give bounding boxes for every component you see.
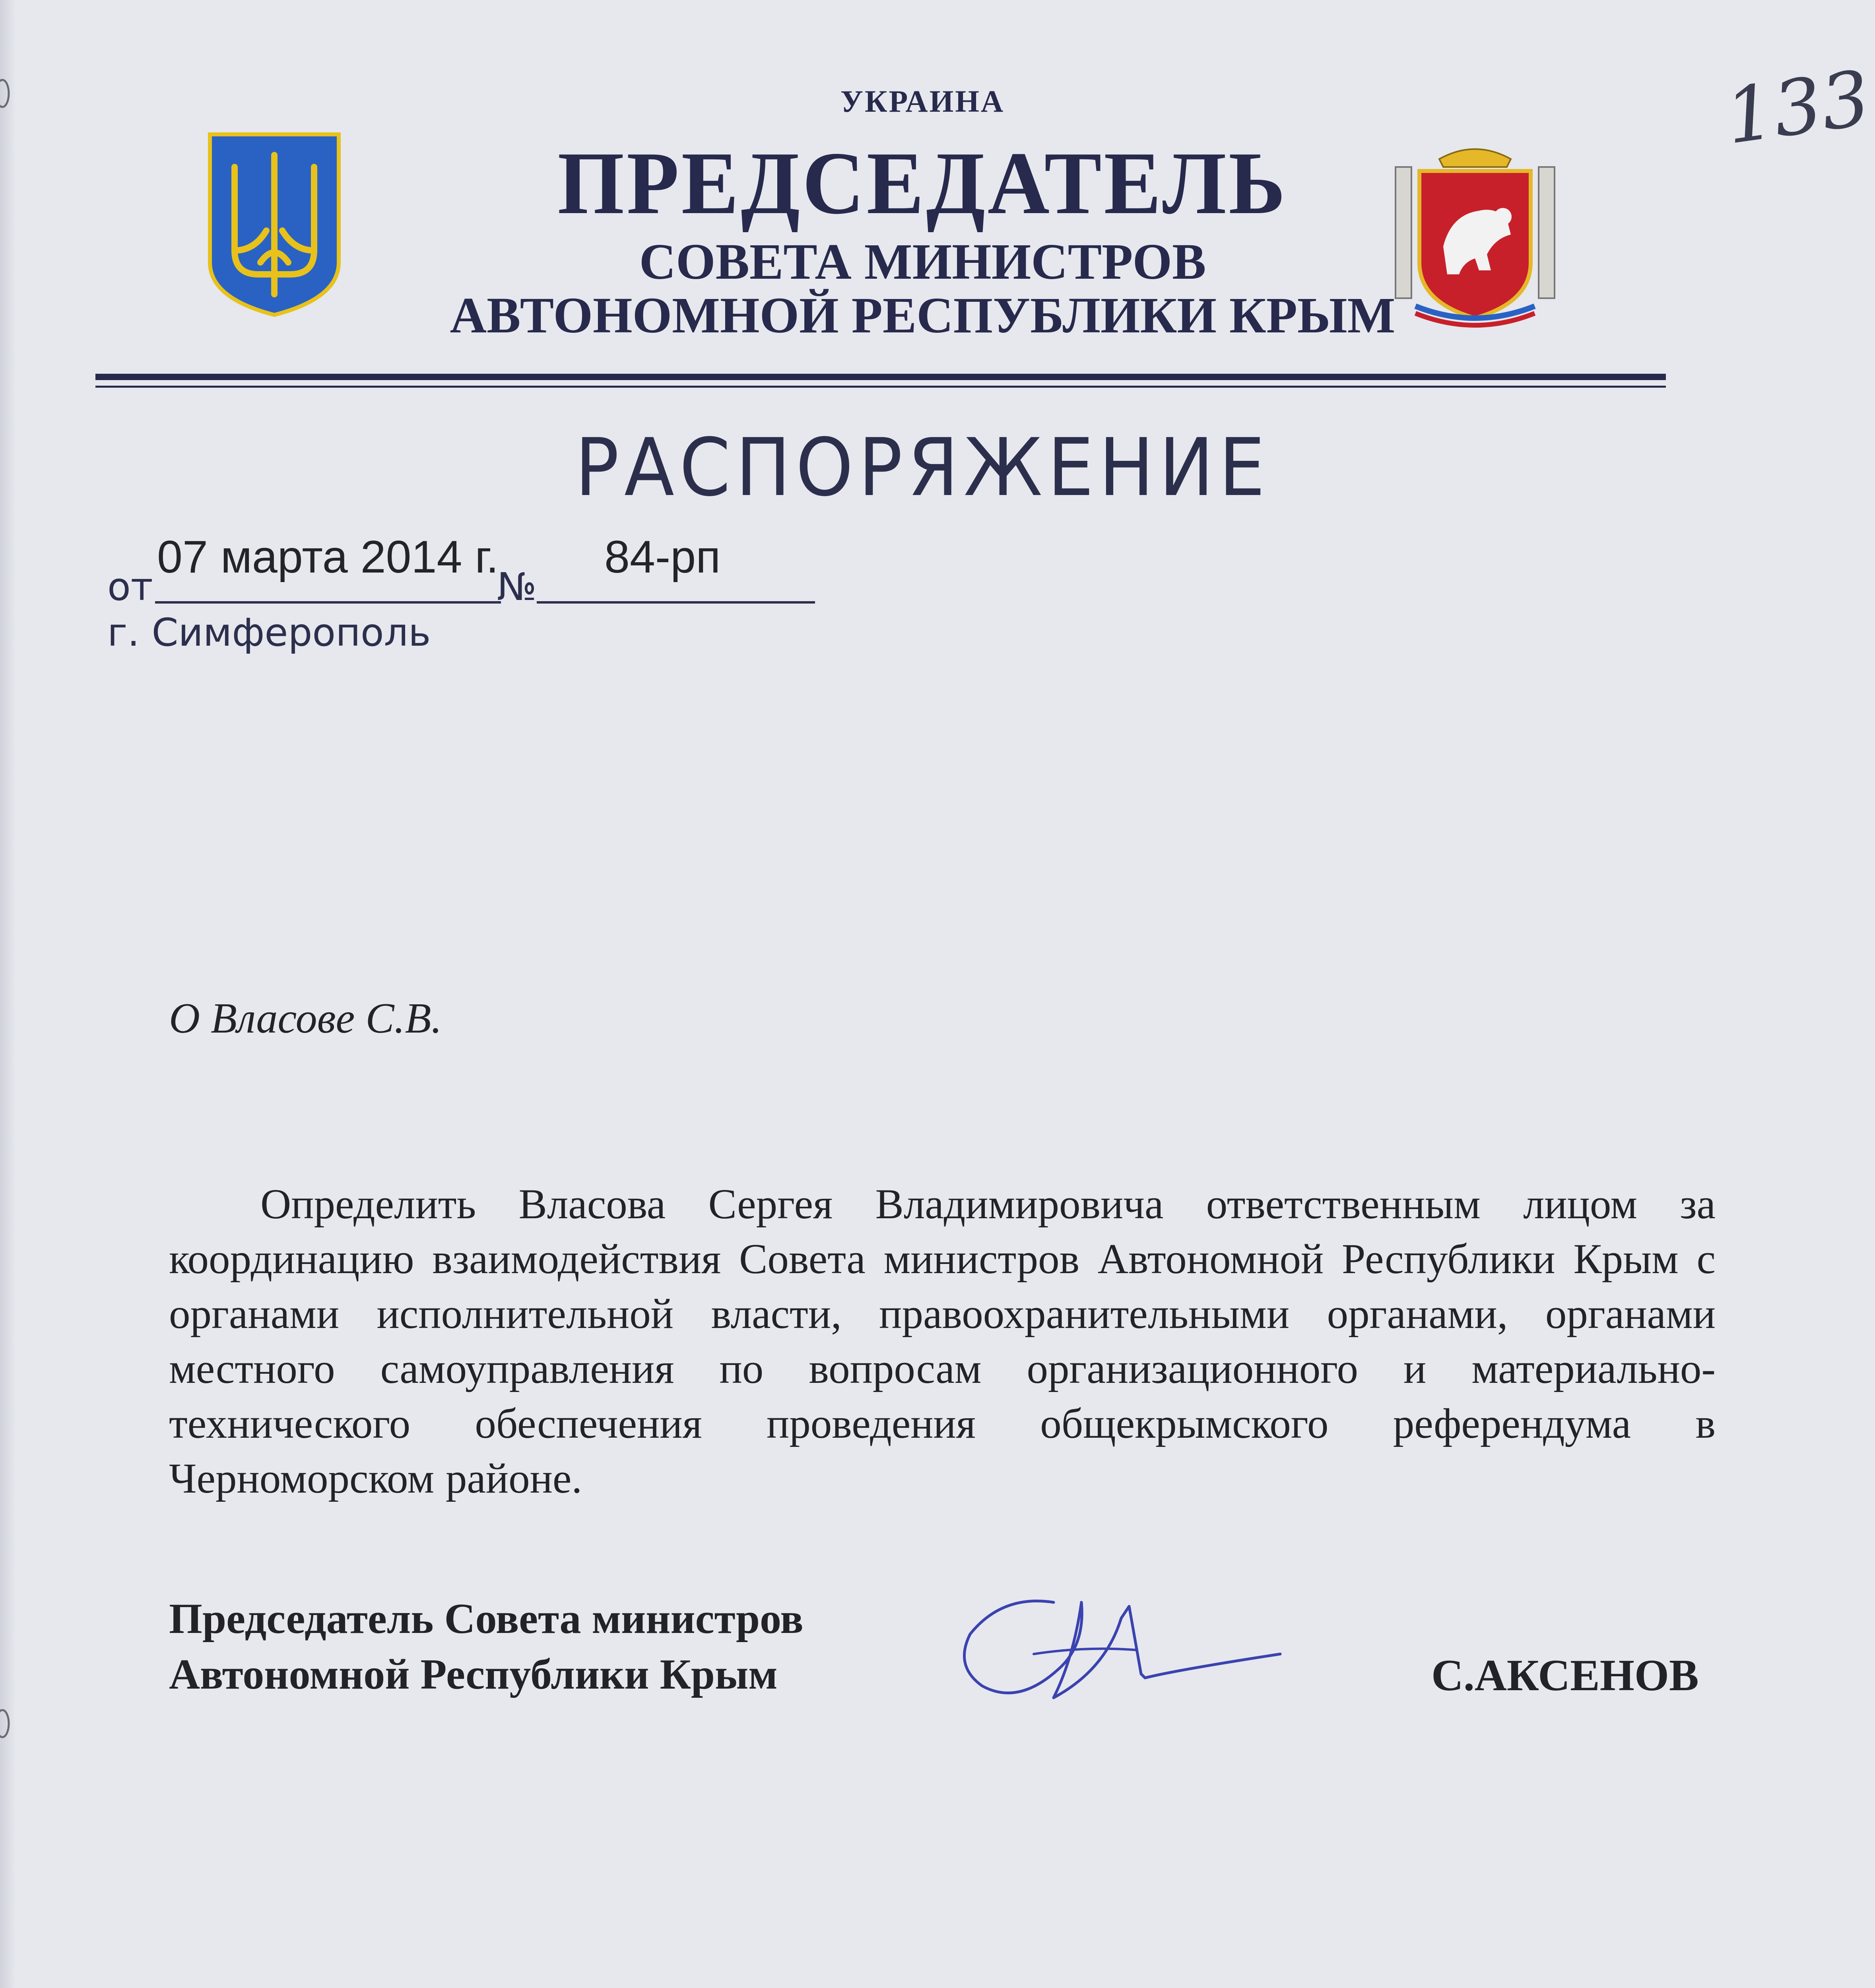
document-number: 84-рп — [604, 532, 721, 582]
header-divider — [95, 374, 1666, 380]
binder-hole — [0, 1706, 16, 1741]
header-title: ПРЕДСЕДАТЕЛЬ — [557, 133, 1288, 233]
number-prefix: № — [497, 565, 537, 609]
header-subtitle-line1: СОВЕТА МИНИСТРОВ — [639, 233, 1206, 290]
header-subtitle-line2: АВТОНОМНОЙ РЕСПУБЛИКИ КРЫМ — [450, 287, 1396, 344]
document-type: РАСПОРЯЖЕНИЕ — [575, 421, 1270, 514]
header-divider-thin — [95, 386, 1666, 388]
number-underline — [537, 601, 815, 604]
document-city: г. Симферополь — [107, 610, 431, 655]
document-date: 07 марта 2014 г. — [157, 532, 499, 582]
document-subject: О Власове С.В. — [169, 995, 442, 1042]
signer-title-line1: Председатель Совета министров — [169, 1595, 804, 1642]
date-underline — [155, 601, 501, 604]
date-prefix: от — [107, 565, 153, 609]
signer-name: С.АКСЕНОВ — [1431, 1651, 1699, 1700]
header-country: УКРАИНА — [840, 84, 1005, 118]
signer-title-line2: Автономной Республики Крым — [169, 1651, 778, 1698]
handwritten-signature — [954, 1578, 1288, 1710]
document-body: Определить Власова Сергея Владимировича ответственным лицом за координацию взаимодействия Совета министров Автономной Республики Крым с органами исполнительной власти, правоохранительными органами, органами местного самоуправления по вопросам организационного и материально-технического обеспечения проведения общекрымского референдума в Черноморском районе. — [169, 1181, 1716, 1502]
folio-number: 133 — [1720, 54, 1875, 161]
